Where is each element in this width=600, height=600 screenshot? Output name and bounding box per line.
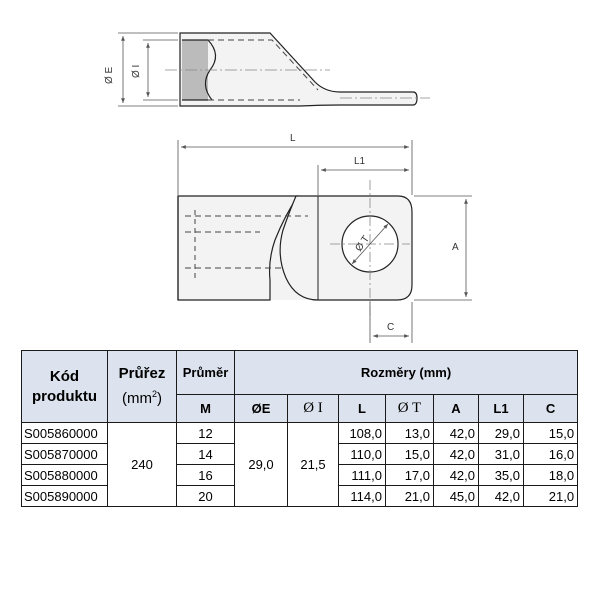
header-prurez-unit: (mm	[121, 390, 152, 407]
cell-l: 108,0	[339, 423, 386, 444]
header-e: ØE	[235, 395, 288, 423]
cell-c: 15,0	[524, 423, 578, 444]
cell-c: 21,0	[524, 486, 578, 507]
header-prurez-title: Průřez	[118, 365, 166, 382]
dim-label-a: A	[452, 242, 459, 253]
header-l1: L1	[479, 395, 524, 423]
cell-m: 20	[177, 486, 235, 507]
dim-label-i: Ø I	[131, 64, 142, 78]
cell-kod: S005870000	[22, 444, 108, 465]
cell-m: 16	[177, 465, 235, 486]
cell-c: 16,0	[524, 444, 578, 465]
header-c: C	[524, 395, 578, 423]
cell-m: 14	[177, 444, 235, 465]
cell-l1: 42,0	[479, 486, 524, 507]
header-a: A	[434, 395, 479, 423]
header-i: Ø I	[288, 395, 339, 423]
cell-kod: S005860000	[22, 423, 108, 444]
dim-label-t: Ø T	[353, 233, 372, 254]
cell-kod: S005880000	[22, 465, 108, 486]
cell-t: 13,0	[386, 423, 434, 444]
cell-l1: 35,0	[479, 465, 524, 486]
side-dimensions	[118, 33, 178, 106]
table-row	[22, 423, 578, 444]
cell-l: 110,0	[339, 444, 386, 465]
spec-table	[21, 350, 578, 507]
header-prurez-close: )	[157, 390, 162, 407]
cell-l1: 31,0	[479, 444, 524, 465]
header-kod: Kód produktu	[22, 351, 108, 423]
cell-kod: S005890000	[22, 486, 108, 507]
cell-l1: 29,0	[479, 423, 524, 444]
cell-l: 114,0	[339, 486, 386, 507]
cell-e: 29,0	[235, 423, 288, 507]
header-prurez	[108, 351, 177, 423]
top-view	[178, 180, 412, 320]
dim-label-c: C	[387, 322, 395, 333]
cell-a: 42,0	[434, 465, 479, 486]
cell-a: 45,0	[434, 486, 479, 507]
dim-label-e: Ø E	[104, 66, 115, 84]
dim-label-l: L	[290, 133, 296, 144]
header-rozmery: Rozměry (mm)	[235, 351, 578, 395]
cell-i: 21,5	[288, 423, 339, 507]
cell-a: 42,0	[434, 423, 479, 444]
header-prurez-sup: 2	[151, 389, 157, 399]
cell-prurez: 240	[108, 423, 177, 507]
side-view	[165, 33, 430, 106]
cell-m: 12	[177, 423, 235, 444]
cell-t: 17,0	[386, 465, 434, 486]
dim-label-l1: L1	[354, 156, 366, 167]
cell-l: 111,0	[339, 465, 386, 486]
header-prumer: Průměr	[177, 351, 235, 395]
header-m: M	[177, 395, 235, 423]
header-t: Ø T	[386, 395, 434, 423]
header-l: L	[339, 395, 386, 423]
cell-a: 42,0	[434, 444, 479, 465]
cell-t: 21,0	[386, 486, 434, 507]
cell-t: 15,0	[386, 444, 434, 465]
cell-c: 18,0	[524, 465, 578, 486]
